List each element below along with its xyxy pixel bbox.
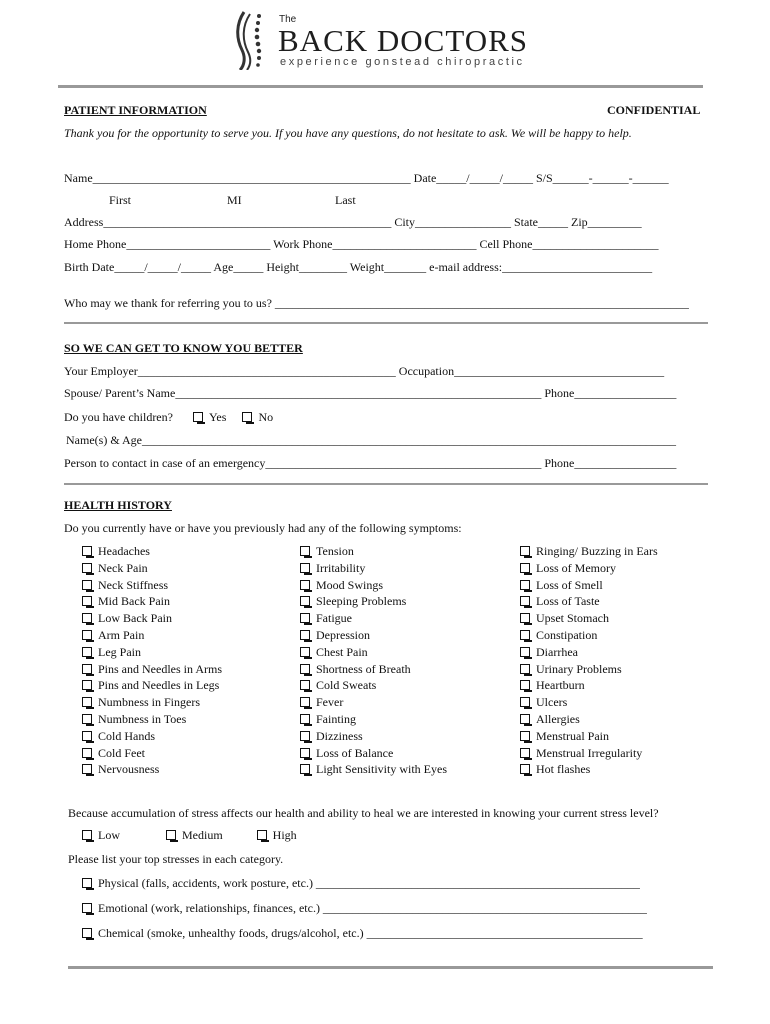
logo-tagline: experience gonstead chiropractic (280, 56, 525, 68)
symptom-label: Tension (316, 544, 354, 558)
symptom-label: Depression (316, 627, 370, 642)
symptom-checkbox[interactable] (520, 748, 530, 758)
symptom-label: Urinary Problems (536, 661, 622, 676)
name-line[interactable]: Name_____________________________________________________ Date_____/_____/_____ S/S______-______-______ (64, 171, 669, 185)
symptom-checkbox[interactable] (82, 596, 92, 606)
symptom-item (82, 543, 222, 560)
symptoms-question: Do you currently have or have you previously had any of the following symptoms: (64, 521, 462, 535)
symptom-checkbox[interactable] (520, 596, 530, 606)
symptom-checkbox[interactable] (82, 613, 92, 623)
symptom-item (300, 577, 447, 594)
symptom-label: Pins and Needles in Arms (98, 661, 222, 676)
symptom-checkbox[interactable] (82, 748, 92, 758)
symptom-item (520, 761, 658, 778)
symptom-item (520, 593, 658, 610)
symptom-checkbox[interactable] (520, 563, 530, 573)
intro-text: Thank you for the opportunity to serve you. If you have any questions, do not hesitate to ask. We will be happy to help. (64, 126, 632, 140)
symptom-checkbox[interactable] (300, 630, 310, 640)
symptom-checkbox[interactable] (520, 546, 530, 556)
symptom-item (520, 661, 658, 678)
symptom-checkbox[interactable] (520, 680, 530, 690)
symptom-label: Cold Hands (98, 728, 155, 743)
symptom-checkbox[interactable] (300, 613, 310, 623)
symptom-label: Diarrhea (536, 644, 578, 659)
stress-high-checkbox[interactable] (257, 830, 267, 840)
symptom-label: Chest Pain (316, 644, 368, 659)
symptom-item (300, 677, 447, 694)
stress-medium-label: Medium (182, 828, 223, 842)
stress-list-prompt: Please list your top stresses in each category. (68, 852, 284, 866)
symptom-item (82, 745, 222, 762)
stress-levels (82, 828, 297, 843)
symptom-checkbox[interactable] (82, 630, 92, 640)
symptom-item (82, 661, 222, 678)
symptom-checkbox[interactable] (520, 580, 530, 590)
symptom-label: Leg Pain (98, 644, 141, 659)
symptom-item (300, 593, 447, 610)
symptom-column-2 (300, 543, 447, 778)
symptom-item (300, 694, 447, 711)
names-ages-line[interactable]: Name(s) & Age_________________________________________________________________________________________ (66, 433, 676, 447)
symptom-item (82, 761, 222, 778)
symptom-item (82, 610, 222, 627)
symptom-column-3 (520, 543, 658, 778)
symptom-item (300, 644, 447, 661)
logo-wordmark: BACK DOCTORS (278, 23, 529, 58)
symptom-checkbox[interactable] (300, 731, 310, 741)
symptom-checkbox[interactable] (82, 764, 92, 774)
symptom-label: Shortness of Breath (316, 661, 411, 676)
symptom-item (520, 644, 658, 661)
symptom-item (520, 627, 658, 644)
emergency-line[interactable]: Person to contact in case of an emergency______________________________________________ Phone_________________ (64, 456, 677, 470)
stress-chemical-checkbox[interactable] (82, 928, 92, 938)
stress-medium-checkbox[interactable] (166, 830, 176, 840)
symptom-label: Menstrual Irregularity (536, 745, 643, 760)
name-sub-first: First (109, 193, 132, 207)
birth-line[interactable]: Birth Date_____/_____/_____ Age_____ Height________ Weight_______ e-mail address:_________________________ (64, 260, 653, 274)
symptom-item (300, 610, 447, 627)
stress-physical-checkbox[interactable] (82, 878, 92, 888)
symptom-checkbox[interactable] (300, 680, 310, 690)
divider-2 (64, 483, 708, 485)
symptom-item (300, 761, 447, 778)
symptom-label: Irritability (316, 560, 366, 575)
symptom-checkbox[interactable] (520, 647, 530, 657)
symptom-label: Cold Sweats (316, 678, 377, 693)
symptom-item (520, 694, 658, 711)
confidential-label: CONFIDENTIAL (607, 103, 701, 117)
symptom-item (520, 728, 658, 745)
symptom-item (82, 577, 222, 594)
section-title-know-you: SO WE CAN GET TO KNOW YOU BETTER (64, 341, 303, 355)
symptom-checkbox[interactable] (82, 546, 92, 556)
stress-emotional-checkbox[interactable] (82, 903, 92, 913)
referral-line[interactable]: Who may we thank for referring you to us? _____________________________________________________________________ (64, 296, 689, 310)
symptom-item (82, 694, 222, 711)
phone-line[interactable]: Home Phone________________________ Work Phone________________________ Cell Phone_____________________ (64, 237, 659, 251)
symptom-item (300, 627, 447, 644)
symptom-item (520, 610, 658, 627)
symptom-checkbox[interactable] (520, 630, 530, 640)
symptom-checkbox[interactable] (300, 563, 310, 573)
symptom-checkbox[interactable] (300, 748, 310, 758)
symptom-label: Ulcers (536, 695, 568, 710)
symptom-item (300, 711, 447, 728)
stress-low-label: Low (98, 828, 120, 842)
symptom-label: Neck Stiffness (98, 577, 169, 592)
symptom-label: Upset Stomach (536, 611, 609, 626)
stress-emotional (82, 901, 647, 916)
stress-low-checkbox[interactable] (82, 830, 92, 840)
symptom-item (300, 560, 447, 577)
symptom-item (300, 728, 447, 745)
top-divider (58, 85, 703, 88)
symptom-label: Loss of Balance (316, 745, 394, 760)
symptom-item (82, 711, 222, 728)
stress-chemical-line[interactable]: Chemical (smoke, unhealthy foods, drugs/alcohol, etc.) ______________________________________________ (98, 926, 643, 940)
symptom-label: Mood Swings (316, 577, 384, 592)
symptom-checkbox[interactable] (82, 680, 92, 690)
symptom-checkbox[interactable] (300, 647, 310, 657)
symptom-item (520, 711, 658, 728)
symptom-checkbox[interactable] (300, 546, 310, 556)
children-no-label: No (258, 410, 274, 424)
symptom-label: Fatigue (316, 611, 352, 626)
symptom-item (520, 745, 658, 762)
stress-high-label: High (272, 828, 297, 842)
stress-chemical (82, 926, 643, 941)
symptom-item (82, 728, 222, 745)
section-title-health: HEALTH HISTORY (64, 498, 172, 512)
stress-physical-line[interactable]: Physical (falls, accidents, work posture, etc.) ______________________________________________________ (98, 876, 640, 890)
symptom-checkbox[interactable] (520, 731, 530, 741)
symptom-label: Headaches (98, 544, 150, 558)
stress-physical (82, 876, 640, 891)
symptom-label: Ringing/ Buzzing in Ears (536, 544, 658, 558)
symptom-label: Neck Pain (98, 560, 148, 575)
stress-emotional-line[interactable]: Emotional (work, relationships, finances, etc.) ______________________________________________________ (98, 901, 647, 915)
children-question-text: Do you have children? (64, 410, 173, 424)
stress-question: Because accumulation of stress affects our health and ability to heal we are interested in knowing your current stress level? (68, 806, 659, 820)
name-sub-mi: MI (227, 193, 242, 207)
name-sub-last: Last (335, 193, 356, 207)
symptom-item (82, 593, 222, 610)
symptom-item (82, 627, 222, 644)
symptom-label: Mid Back Pain (98, 594, 170, 609)
symptom-label: Low Back Pain (98, 611, 172, 626)
symptom-label: Numbness in Toes (98, 711, 187, 726)
symptom-label: Fainting (316, 711, 357, 726)
symptom-label: Numbness in Fingers (98, 695, 200, 710)
symptom-label: Hot flashes (536, 762, 591, 777)
symptom-item (300, 745, 447, 762)
employer-line[interactable]: Your Employer___________________________________________ Occupation___________________________________ (64, 364, 665, 378)
symptom-checkbox[interactable] (82, 697, 92, 707)
symptom-checkbox[interactable] (82, 647, 92, 657)
symptom-checkbox[interactable] (520, 697, 530, 707)
children-no-checkbox[interactable] (242, 412, 252, 422)
symptom-checkbox[interactable] (300, 697, 310, 707)
spouse-line[interactable]: Spouse/ Parent’s Name_____________________________________________________________ Phone_________________ (64, 386, 677, 400)
symptom-checkbox[interactable] (82, 664, 92, 674)
spine-logo-icon (230, 8, 274, 70)
symptom-item (82, 560, 222, 577)
logo-the-text: The (279, 14, 297, 25)
symptom-checkbox[interactable] (300, 714, 310, 724)
symptom-checkbox[interactable] (82, 580, 92, 590)
symptom-checkbox[interactable] (300, 580, 310, 590)
symptom-label: Allergies (536, 711, 580, 726)
symptom-checkbox[interactable] (520, 714, 530, 724)
symptom-checkbox[interactable] (300, 596, 310, 606)
symptom-item (300, 661, 447, 678)
symptom-checkbox[interactable] (82, 731, 92, 741)
symptom-checkbox[interactable] (520, 764, 530, 774)
symptom-checkbox[interactable] (300, 764, 310, 774)
children-yes-checkbox[interactable] (193, 412, 203, 422)
symptom-label: Arm Pain (98, 627, 145, 642)
symptom-label: Loss of Smell (536, 577, 603, 592)
children-question (64, 410, 273, 425)
symptom-item (520, 560, 658, 577)
symptom-label: Nervousness (98, 762, 160, 777)
symptom-label: Cold Feet (98, 745, 145, 760)
symptom-label: Loss of Memory (536, 560, 616, 575)
section-title-patient-info: PATIENT INFORMATION (64, 103, 207, 117)
symptom-checkbox[interactable] (520, 613, 530, 623)
children-yes-label: Yes (208, 410, 227, 424)
symptom-checkbox[interactable] (82, 714, 92, 724)
symptom-column-1 (82, 543, 222, 778)
symptom-label: Loss of Taste (536, 594, 600, 609)
symptom-item (300, 543, 447, 560)
symptom-label: Light Sensitivity with Eyes (316, 762, 447, 777)
symptom-label: Heartburn (536, 678, 585, 693)
symptom-checkbox[interactable] (300, 664, 310, 674)
bottom-divider (68, 966, 713, 969)
symptom-item (520, 677, 658, 694)
symptom-label: Fever (316, 695, 344, 710)
symptom-label: Pins and Needles in Legs (98, 678, 220, 693)
symptom-label: Dizziness (316, 728, 363, 743)
clinic-logo (230, 8, 560, 70)
symptom-item (520, 543, 658, 560)
symptom-checkbox[interactable] (520, 664, 530, 674)
symptom-checkbox[interactable] (82, 563, 92, 573)
symptom-item (82, 677, 222, 694)
address-line[interactable]: Address________________________________________________ City________________ State_____ Zip_________ (64, 215, 642, 229)
divider-1 (64, 322, 708, 324)
symptom-item (520, 577, 658, 594)
symptom-label: Constipation (536, 627, 598, 642)
symptom-item (82, 644, 222, 661)
symptom-label: Sleeping Problems (316, 594, 407, 609)
symptom-label: Menstrual Pain (536, 728, 609, 743)
